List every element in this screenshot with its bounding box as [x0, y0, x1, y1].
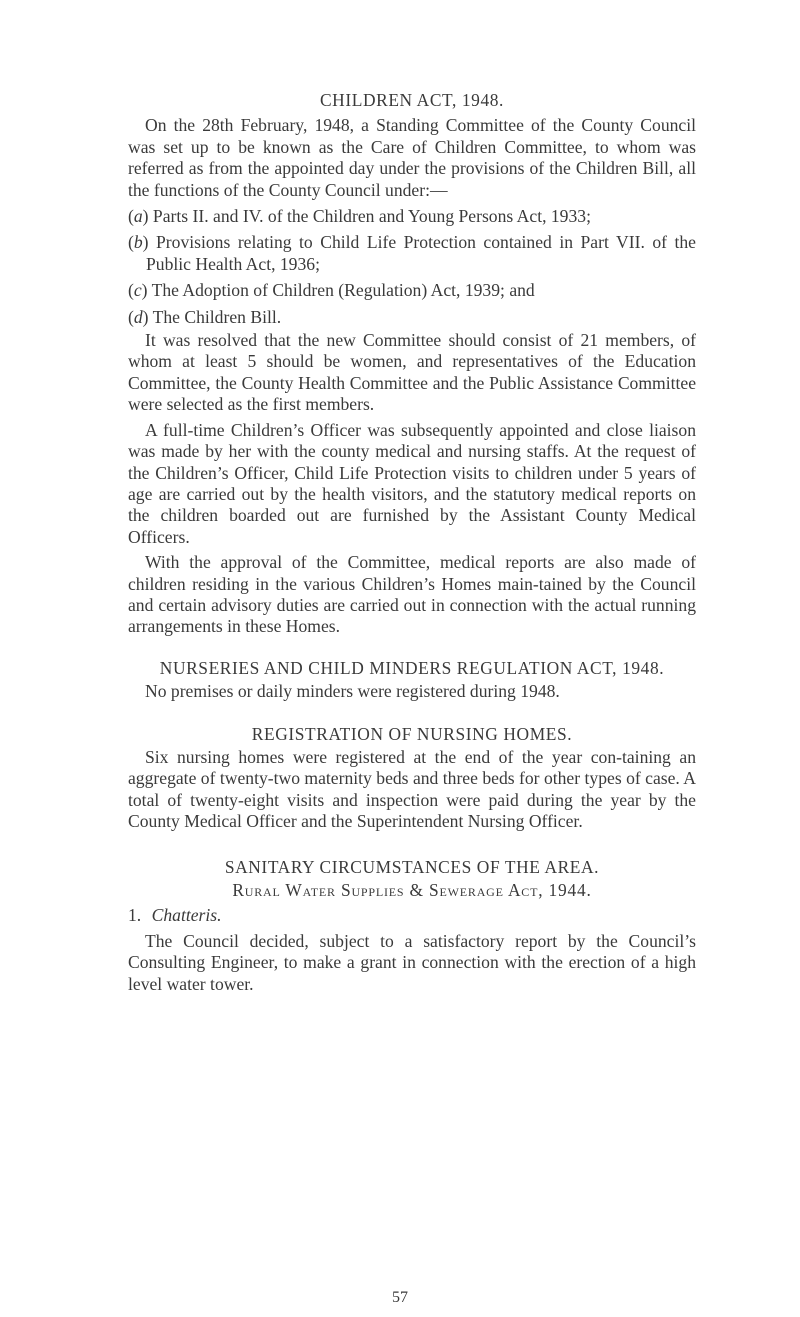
paragraph-nurseries: No premises or daily minders were registered during 1948.: [145, 681, 560, 702]
list-item-mark: d: [133, 306, 143, 327]
list-item-text: Provisions relating to Child Life Protection contained in Part VII. of the Public Health Act, 1936;: [146, 232, 696, 274]
list-item-mark: b: [133, 232, 143, 253]
list-item: (d) The Children Bill.: [128, 306, 282, 327]
list-item-mark: c: [133, 280, 142, 301]
paragraph-intro: On the 28th February, 1948, a Standing Committee of the County Council was set up to be known as the Care of Children Committee, to whom was referred as from the appointed day under the provisions of the Children Bill, all the functions of the County Council under:—: [128, 115, 696, 200]
list-item-text: Parts II. and IV. of the Children and Young Persons Act, 1933;: [152, 206, 591, 227]
heading-nursing-homes: REGISTRATION OF NURSING HOMES.: [251, 723, 573, 744]
item-number: 1.: [128, 905, 142, 926]
text-column: [128, 90, 696, 995]
page-number: 57: [392, 1289, 408, 1306]
paragraph-childrens-officer: A full-time Children’s Officer was subsequently appointed and close liaison was made by her with the county medical and nursing staffs. At the request of the Children’s Officer, Child Life Protection visits to children under 5 years of age are carried out by the health visitors, and the statutory medical reports on the children boarded out are furnished by the Assistant County Medical Officers.: [128, 419, 696, 547]
list-item: (a) Parts II. and IV. of the Children and Young Persons Act, 1933;: [128, 206, 591, 227]
paragraph-homes: With the approval of the Committee, medical reports are also made of children residing in the various Children’s Homes main-tained by the Council and certain advisory duties are carried out in connection with the actual running arrangements in these Homes.: [128, 552, 696, 637]
paragraph-nursing-homes: Six nursing homes were registered at the end of the year con-taining an aggregate of twenty-two maternity beds and three beds for other types of case. A total of twenty-eight visits and inspection were paid during the year by the County Medical Officer and the Superintendent Nursing Officer.: [128, 746, 696, 832]
paragraph-committee: It was resolved that the new Committee should consist of 21 members, of whom at least 5 should be women, and representatives of the Education Committee, the County Health Committee and the Public Assistance Committee were selected as the first members.: [128, 330, 696, 415]
item-chatteris: [128, 905, 696, 926]
list-item-text: The Adoption of Children (Regulation) Act, 1939; and: [151, 280, 535, 301]
list-item: (c) The Adoption of Children (Regulation) Act, 1939; and: [128, 280, 535, 301]
list-item-text: The Children Bill.: [152, 306, 282, 327]
heading-nurseries: NURSERIES AND CHILD MINDERS REGULATION ACT, 1948.: [159, 657, 665, 678]
subheading-water-supplies: Rural Water Supplies & Sewerage Act, 1944.: [232, 880, 592, 900]
list-item: (b) Provisions relating to Child Life Protection contained in Part VII. of the Public Health Act, 1936;: [128, 232, 696, 274]
item-title: Chatteris.: [151, 905, 222, 926]
functions-list: [128, 206, 696, 328]
heading-children-act: CHILDREN ACT, 1948.: [319, 90, 504, 110]
heading-sanitary: SANITARY CIRCUMSTANCES OF THE AREA.: [224, 856, 600, 877]
list-item-mark: a: [133, 206, 143, 227]
paragraph-water-tower: The Council decided, subject to a satisfactory report by the Council’s Consulting Engineer, to make a grant in connection with the erection of a high level water tower.: [128, 930, 696, 994]
